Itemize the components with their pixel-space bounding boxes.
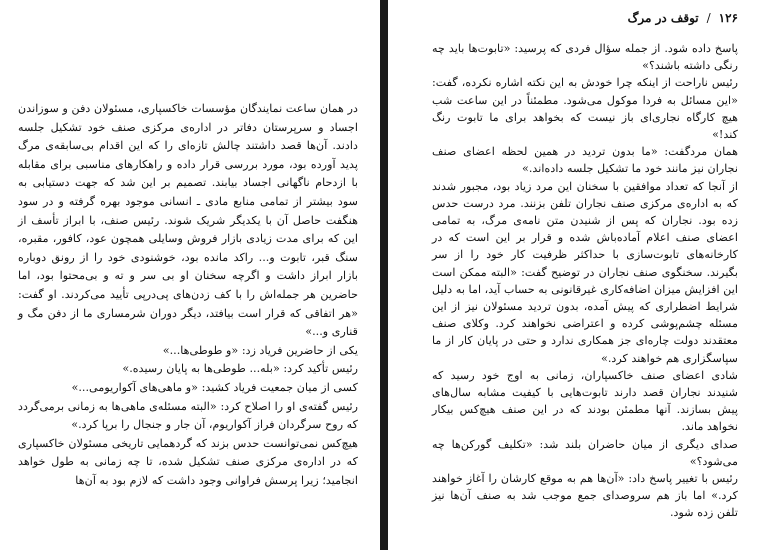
left-paragraph-6: هیچ‌کس نمی‌توانست حدس بزند که گردهمایی تاریخی مسئولان خاکسپاری که در اداره‌ی مرکزی صنف تشکیل شده، تا چه زمانی به طول خواهد انجامید؛ زیرا پرسش فراوانی وجود داشت که لازم بود به آن‌ها: [18, 436, 358, 487]
left-paragraph-1: در همان ساعت نمایندگان مؤسسات خاکسپاری، مسئولان دفن و سوزاندن اجساد و سرپرستان دفاتر در اداره‌ی مرکزی صنف خود تشکیل جلسه دادند. آن‌ها قصد داشتند چالش تازه‌ای را که این اقدام بی‌سابقه‌ی مرگ پدید آورده بود، مورد بررسی قرار داده و راهکارهای مناسبی برای مقابله با ازدحام ناگهانی اجساد بیابند. تصمیم بر این شد که جهت دستیابی به سود بیشتر از تمامی منابع مادی ـ انسانی موجود بهره گرفته و در سود هنگفت حاصل آن با یکدیگر شریک شوند. رئیس صنف، با ابراز تأسف از این که برای مدت زیادی بازار فروش وسایلی همچون عود، کافور، مقبره، سنگ قبر، تابوت و... راکد مانده بود، خوشنودی خود را از رونق دوباره بازار ابراز داشت و اگرچه سخنان او بی سر و ته و بی‌محتوا بود، اما حاضرین هر جمله‌اش را با کف زدن‌های پی‌درپی تأیید می‌کردند. او گفت: «هر اتفاقی که قرار است بیافتد، دیگر دوران شرمساری ما از دفن مگ و قناری و...»: [18, 102, 358, 339]
left-paragraph-4: کسی از میان جمعیت فریاد کشید: «و ماهی‌های آکواریومی...»: [71, 380, 358, 394]
book-gutter: [380, 0, 388, 550]
right-paragraph-1: پاسخ داده شود. از جمله سؤال فردی که پرسید: «تابوت‌ها باید چه رنگی داشته باشند؟»: [432, 42, 738, 73]
right-paragraph-2: رئیس ناراحت از اینکه چرا خودش به این نکته اشاره نکرده، گفت: «این مسائل به فردا موکول می‌شود. مطمئناً در این ساعت شب هیچ کارگاه نجاری‌ای باز نیست که بخواهد برای ما تابوت رنگ کند!»: [432, 76, 738, 142]
left-paragraph-2: یکی از حاضرین فریاد زد: «و طوطی‌ها...»: [162, 343, 358, 357]
right-paragraph-4: از آنجا که تعداد موافقین با سخنان این مرد زیاد بود، مجبور شدند که به اداره‌ی مرکزی صنف نجاران تلفن بزنند. مرد درست حدس زده بود. نجاران که پس از شنیدن متن نامه‌ی مرگ، به تمامی اعضای صنف اعلام آماده‌باش شده و قرار بر این است که در کارخانه‌های تابوت‌سازی با حداکثر ظرفیت کار خود را از سر بگیرند. سخنگوی صنف نجاران در توضیح گفت: «البته ممکن است این افزایش میزان اضافه‌کاری غیرقانونی به حساب آید، اما به دلیل شرایط اضطراری که پیش آمده، بدون تردید مسئولان نیز از این مسئله چشم‌پوشی کرده و اعتراضی نخواهند کرد. وکلای صنف معتقدند دولت چاره‌ای جز همکاری ندارد و حتی در پایان کار از ما سپاسگزاری هم خواهند کرد.»: [432, 179, 738, 365]
running-title: توقف در مرگ: [627, 11, 699, 25]
running-header: [432, 10, 738, 26]
right-paragraph-7: رئیس با تغییر پاسخ داد: «آن‌ها هم به موقع کارشان را آغاز خواهند کرد.» اما باز هم سروصدای جمع موجب شد به صنف آن‌ها نیز تلفن زده شود.: [432, 472, 738, 520]
right-page: [388, 0, 768, 550]
left-page: [0, 0, 380, 550]
right-paragraph-5: شادی اعضای صنف خاکسپاران، زمانی به اوج خود رسید که شنیدند نجاران قصد دارند تابوت‌هایی با کیفیت مشابه سال‌های پیش بسازند. آنها مطمئن بودند که در این صنف هیچ‌کس بیکار نخواهد ماند.: [432, 368, 738, 434]
left-paragraph-5: رئیس گفته‌ی او را اصلاح کرد: «البته مسئله‌ی ماهی‌ها به زمانی برمی‌گردد که روح سرگردان فراز آکواریوم، آن جار و جنجال را برپا کرد.»: [18, 399, 358, 432]
right-paragraph-3: همان مردگفت: «ما بدون تردید در همین لحظه اعضای صنف نجاران نیز مانند خود ما تشکیل جلسه داده‌اند.»: [432, 145, 738, 176]
page-number: ۱۲۶: [718, 11, 738, 25]
header-separator: /: [706, 11, 711, 25]
left-paragraph-3: رئیس تأکید کرد: «بله... طوطی‌ها به پایان رسیده.»: [122, 362, 358, 376]
right-paragraph-6: صدای دیگری از میان حاضران بلند شد: «تکلیف گورکن‌ها چه می‌شود؟»: [432, 437, 738, 468]
